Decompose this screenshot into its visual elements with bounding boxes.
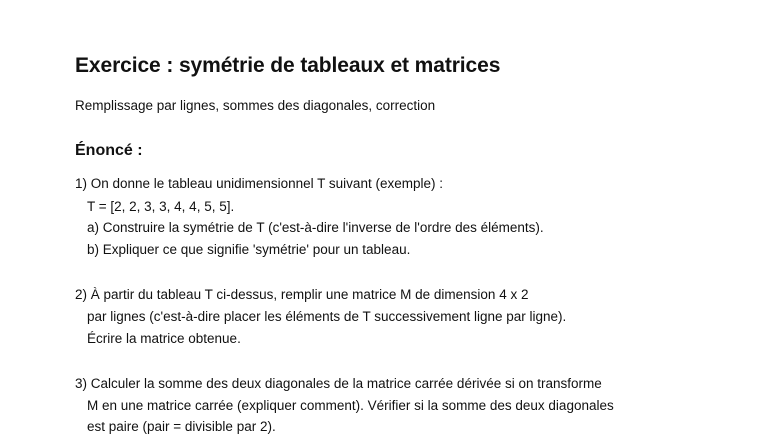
question-1-part-b: b) Expliquer ce que signifie 'symétrie' pour un tableau. xyxy=(87,242,411,257)
question-1-part-a: a) Construire la symétrie de T (c'est-à-dire l'inverse de l'ordre des éléments). xyxy=(87,220,544,235)
section-heading: Énoncé : xyxy=(75,142,143,159)
question-2-line-2: par lignes (c'est-à-dire placer les éléments de T successivement ligne par ligne). xyxy=(87,309,567,324)
question-1-array: T = [2, 2, 3, 3, 4, 4, 5, 5]. xyxy=(87,199,235,214)
question-2-line-3: Écrire la matrice obtenue. xyxy=(87,331,241,346)
question-1-intro: 1) On donne le tableau unidimensionnel T suivant (exemple) : xyxy=(75,176,443,191)
question-2-intro: 2) À partir du tableau T ci-dessus, remplir une matrice M de dimension 4 x 2 xyxy=(75,287,529,302)
question-3-line-2: M en une matrice carrée (expliquer comment). Vérifier si la somme des deux diagonales xyxy=(87,398,614,413)
question-3-line-3: est paire (pair = divisible par 2). xyxy=(87,419,276,434)
question-3-intro: 3) Calculer la somme des deux diagonales de la matrice carrée dérivée si on transforme xyxy=(75,376,602,391)
document-subtitle: Remplissage par lignes, sommes des diagonales, correction xyxy=(75,98,436,113)
document-title: Exercice : symétrie de tableaux et matrices xyxy=(75,54,501,77)
